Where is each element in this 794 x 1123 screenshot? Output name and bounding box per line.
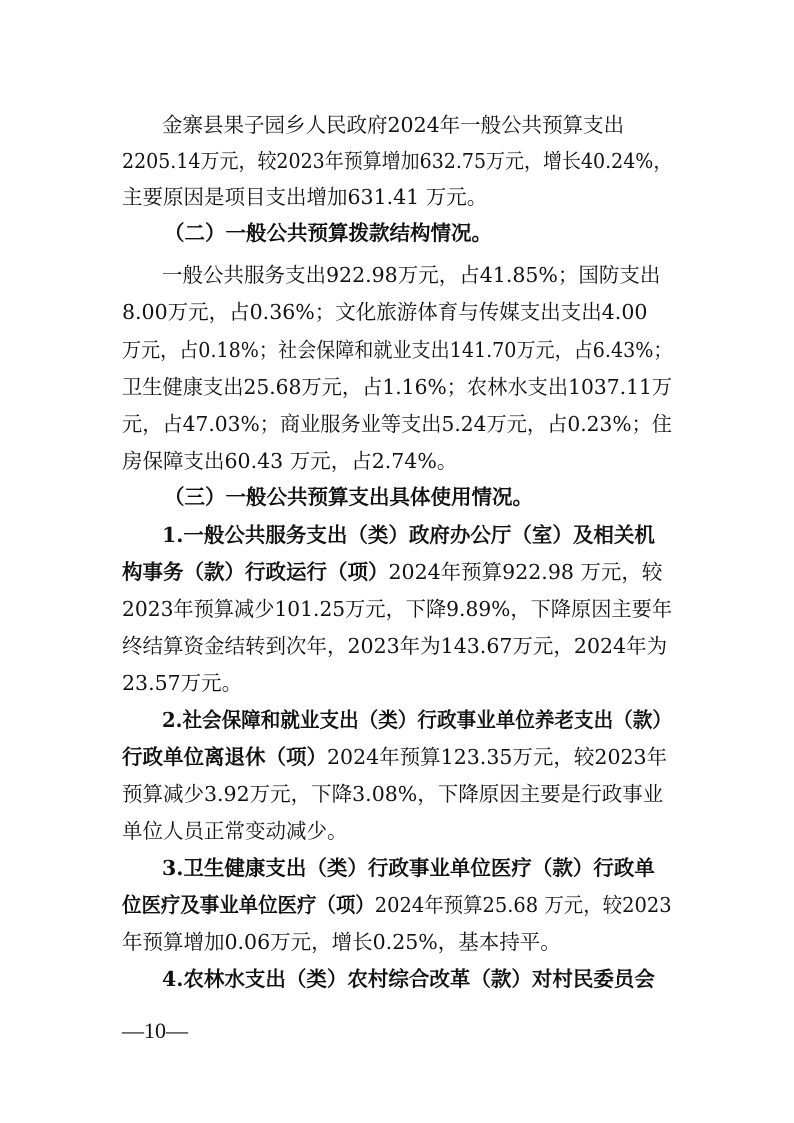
item-4-line-1: 4.农林水支出（类）农村综合改革（款）对村民委员会 [162, 967, 655, 991]
paragraph-2-line-5: 元，占47.03%；商业服务业等支出5.24万元，占0.23%；住 [122, 412, 672, 436]
paragraph-2-line-6: 房保障支出60.43 万元，占2.74%。 [122, 449, 458, 473]
paragraph-2-line-3: 万元，占0.18%；社会保障和就业支出141.70万元，占6.43%； [122, 338, 673, 362]
item-1-line-5: 23.57万元。 [122, 671, 243, 695]
item-3-line-2-bold: 位医疗及事业单位医疗（项） [122, 893, 375, 917]
item-2-line-4: 单位人员正常变动减少。 [122, 819, 348, 843]
item-3-line-2-rest: 2024年预算25.68 万元，较2023 [374, 893, 672, 917]
item-2-line-3: 预算减少3.92万元，下降3.08%，下降原因主要是行政事业 [122, 782, 664, 806]
item-1-line-4: 终结算资金结转到次年，2023年为143.67万元，2024年为 [122, 634, 668, 658]
item-1-line-2-bold: 构事务（款）行政运行（项） [122, 560, 389, 584]
section-heading-2: （二）一般公共预算拨款结构情况。 [164, 221, 492, 245]
item-1-line-3: 2023年预算减少101.25万元，下降9.89%，下降原因主要年 [122, 597, 673, 621]
paragraph-1-line-3: 主要原因是项目支出增加631.41 万元。 [122, 185, 488, 209]
paragraph-1-line-1: 金寨县果子园乡人民政府2024年一般公共预算支出 [162, 113, 625, 137]
item-2-line-2-rest: 2024年预算123.35万元，较2023年 [327, 745, 668, 769]
item-3-line-3: 年预算增加0.06万元，增长0.25%，基本持平。 [122, 930, 561, 954]
item-3-line-2 [122, 895, 672, 916]
item-3-line-1: 3.卫生健康支出（类）行政事业单位医疗（款）行政单 [162, 856, 655, 880]
paragraph-2-line-2: 8.00万元，占0.36%；文化旅游体育与传媒支出支出4.00 [122, 300, 648, 324]
page-number: —10— [122, 1018, 188, 1043]
paragraph-1-line-2: 2205.14万元，较2023年预算增加632.75万元，增长40.24%， [122, 149, 673, 173]
item-2-line-1: 2.社会保障和就业支出（类）行政事业单位养老支出（款） [162, 708, 672, 732]
paragraph-2-line-4: 卫生健康支出25.68万元，占1.16%；农林水支出1037.11万 [122, 375, 673, 399]
item-2-line-2-bold: 行政单位离退休（项） [122, 745, 327, 769]
item-1-line-2 [122, 562, 662, 583]
item-1-line-2-rest: 2024年预算922.98 万元，较 [388, 560, 663, 584]
section-heading-3: （三）一般公共预算支出具体使用情况。 [164, 485, 533, 509]
paragraph-2-line-1: 一般公共服务支出922.98万元，占41.85%；国防支出 [162, 263, 661, 287]
item-2-line-2 [122, 747, 667, 768]
item-1-line-1: 1.一般公共服务支出（类）政府办公厅（室）及相关机 [162, 523, 655, 547]
